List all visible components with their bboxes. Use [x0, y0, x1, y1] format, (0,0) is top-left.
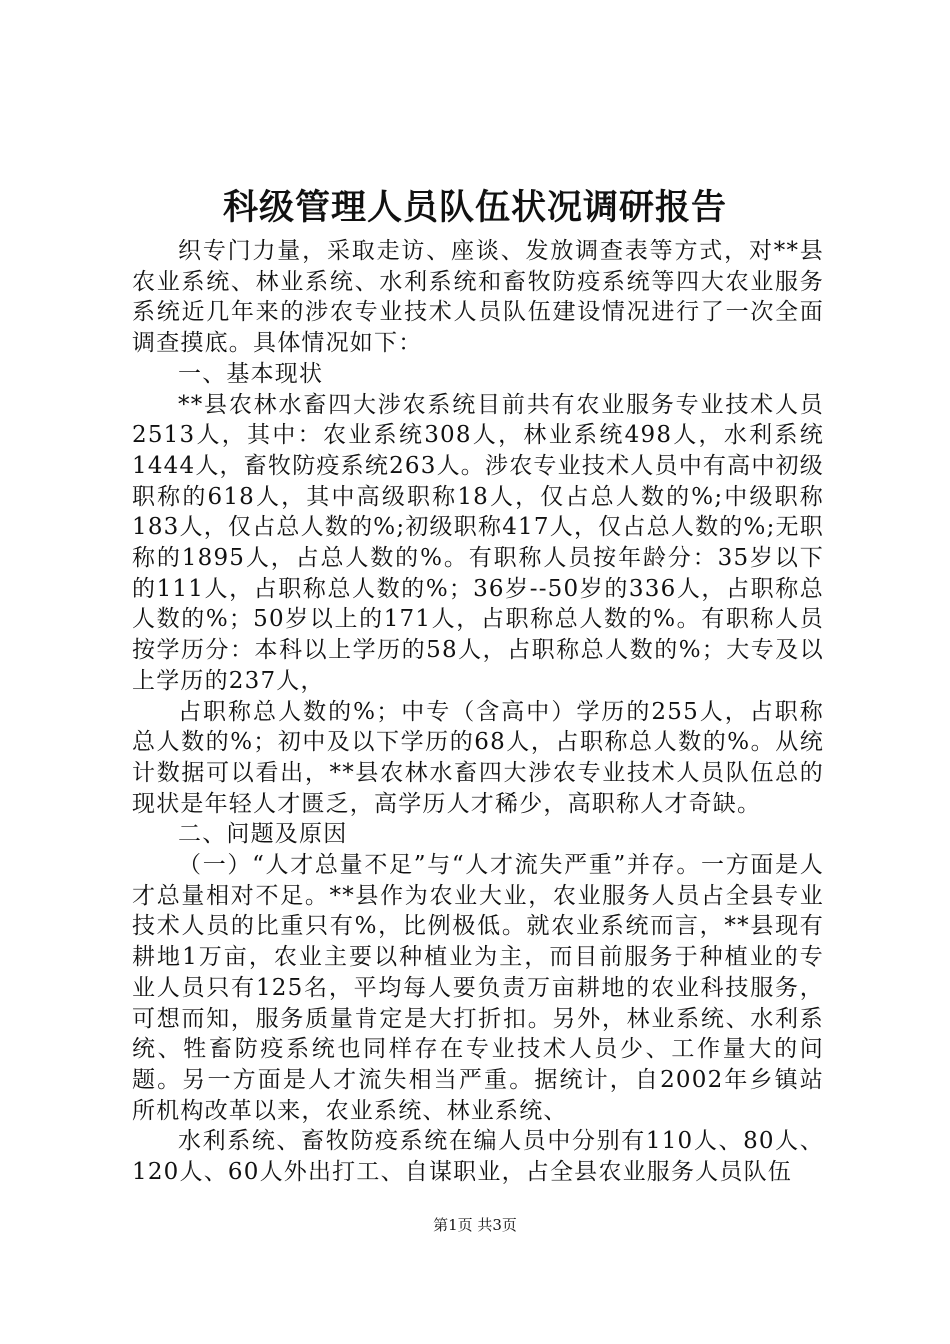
paragraph-intro: 织专门力量，采取走访、座谈、发放调查表等方式，对**县农业系统、林业系统、水利系统和畜牧防疫系统等四大农业服务系统近几年来的涉农专业技术人员队伍建设情况进行了一次全面调查摸底。具体情况如下：	[132, 238, 824, 357]
paragraph-statistics: **县农林水畜四大涉农系统目前共有农业服务专业技术人员2513人，其中：农业系统308人，林业系统498人，水利系统1444人，畜牧防疫系统263人。涉农专业技术人员中有高中初级职称的618人，其中高级职称18人，仅占总人数的%;中级职称183人，仅占总人数的%;初级职称417人，仅占总人数的%;无职称的1895人，占总人数的%。有职称人员按年龄分：35岁以下的111人，占职称总人数的%；36岁--50岁的336人，占职称总人数的%；50岁以上的171人，占职称总人数的%。有职称人员按学历分：本科以上学历的58人，占职称总人数的%；大专及以上学历的237人，	[132, 391, 824, 694]
document-title: 科级管理人员队伍状况调研报告	[222, 187, 727, 228]
paragraph-problem-one: （一）“人才总量不足”与“人才流失严重”并存。一方面是人才总量相对不足。**县作为农业大业，农业服务人员占全县专业技术人员的比重只有%，比例极低。就农业系统而言，**县现有耕地1万亩，农业主要以种植业为主，而目前服务于种植业的专业人员只有125名，平均每人要负责万亩耕地的农业科技服务，可想而知，服务质量肯定是大打折扣。另外，林业系统、水利系统、牲畜防疫系统也同样存在专业技术人员少、工作量大的问题。另一方面是人才流失相当严重。据统计，自2002年乡镇站所机构改革以来，农业系统、林业系统、	[132, 852, 824, 1124]
document-body	[132, 236, 824, 1188]
section-heading-status: 一、基本现状	[178, 360, 324, 387]
paragraph-statistics-continued: 占职称总人数的%；中专（含高中）学历的255人，占职称总人数的%；初中及以下学历的68人，占职称总人数的%。从统计数据可以看出，**县农林水畜四大涉农专业技术人员队伍总的现状是年轻人才匮乏，高学历人才稀少，高职称人才奇缺。	[132, 698, 824, 817]
page-footer: 第1页 共3页	[433, 1216, 517, 1234]
section-heading-problems: 二、问题及原因	[178, 821, 348, 848]
paragraph-problem-one-continued: 水利系统、畜牧防疫系统在编人员中分别有110人、80人、120人、60人外出打工、自谋职业，占全县农业服务人员队伍	[132, 1128, 824, 1186]
